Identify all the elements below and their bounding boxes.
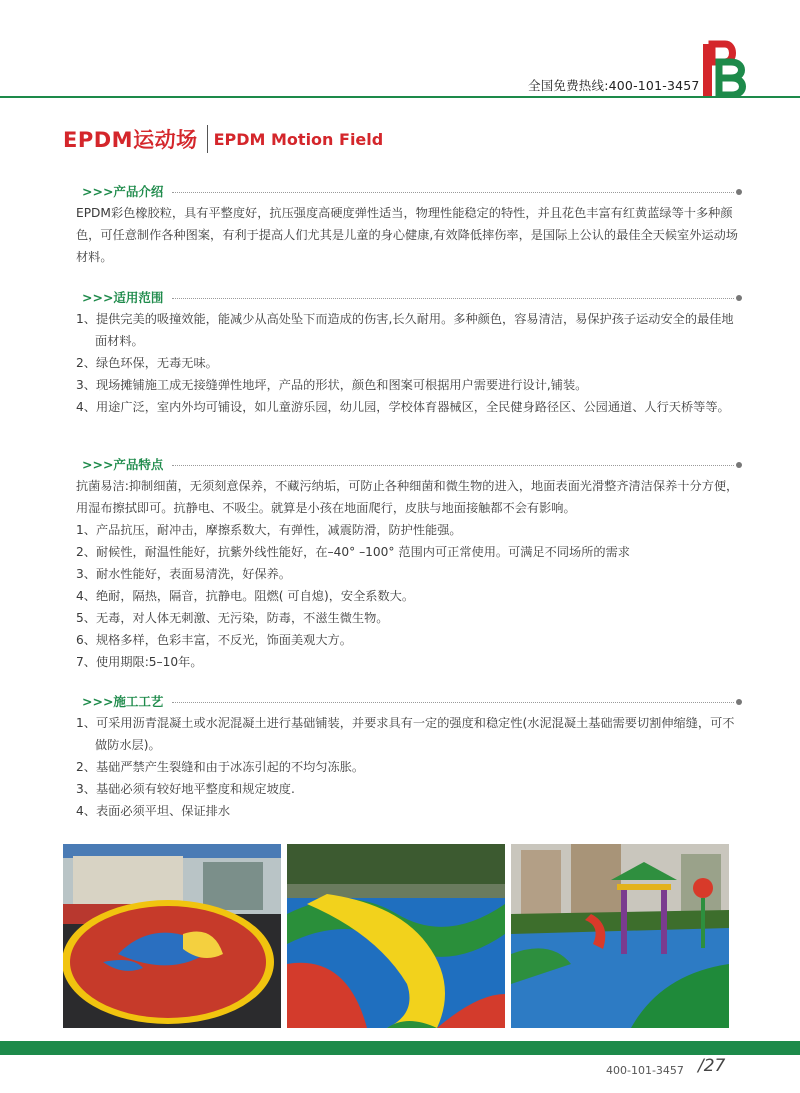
title-chinese: EPDM运动场 xyxy=(63,128,198,152)
section-heading: >>>适用范围 xyxy=(82,288,167,308)
list-item: 4、用途广泛，室内外均可铺设，如儿童游乐园，幼儿园，学校体育器械区，全民健身路径区、公园通道、人行天桥等等。 xyxy=(76,400,730,414)
heading-end-dot xyxy=(736,189,742,195)
list-item: 1、可采用沥青混凝土或水泥混凝土进行基础铺装，并要求具有一定的强度和稳定性(水泥混凝土基础需要切割伸缩缝，可不做防水层)。 xyxy=(76,716,735,752)
footer-phone: 400-101-3457 xyxy=(606,1064,684,1077)
section-heading: >>>施工工艺 xyxy=(82,692,167,712)
page-number: /27 xyxy=(698,1056,726,1076)
section-construction-process xyxy=(76,692,742,822)
section-product-features xyxy=(76,455,742,673)
list-item: 3、耐水性能好，表面易清洗，好保养。 xyxy=(76,567,291,581)
list-item: 3、基础必须有较好地平整度和规定坡度. xyxy=(76,782,295,796)
section-heading: >>>产品特点 xyxy=(82,455,167,475)
list-item: 5、无毒，对人体无刺激、无污染，防毒，不滋生微生物。 xyxy=(76,611,389,625)
photo-strip xyxy=(63,844,729,1028)
section-product-intro xyxy=(76,182,742,268)
brand-logo xyxy=(701,40,747,98)
page-title xyxy=(63,122,383,156)
section-heading-row xyxy=(76,288,742,308)
intro-paragraph: EPDM彩色橡胶粒，具有平整度好，抗压强度高硬度弹性适当，物理性能稳定的特性，并且花色丰富有红黄蓝绿等十多种颜色，可任意制作各种图案，有利于提高人们尤其是儿童的身心健康,有效降低摔伤率，是国际上公认的最佳全天候室外运动场材料。 xyxy=(76,206,738,264)
list-item: 2、耐候性，耐温性能好，抗紫外线性能好，在–40° –100° 范围内可正常使用。可满足不同场所的需求 xyxy=(76,545,630,559)
list-item: 7、使用期限:5–10年。 xyxy=(76,655,203,669)
heading-end-dot xyxy=(736,699,742,705)
hotline-text: 全国免费热线:400-101-3457 xyxy=(528,78,700,93)
header-divider xyxy=(0,96,800,98)
section-heading-row xyxy=(76,455,742,475)
features-paragraph: 抗菌易洁:抑制细菌，无须刻意保养，不藏污纳垢，可防止各种细菌和微生物的进入，地面表面光滑整齐清洁保养十分方便，用湿布擦拭即可。抗静电、不吸尘。就算是小孩在地面爬行，皮肤与地面接触都不会有影响。 xyxy=(76,479,739,515)
heading-end-dot xyxy=(736,462,742,468)
footer-bar xyxy=(0,1041,800,1055)
section-application-scope xyxy=(76,288,742,418)
heading-dotted-line xyxy=(172,465,734,466)
heading-dotted-line xyxy=(172,702,734,703)
list-item: 6、规格多样，色彩丰富，不反光，饰面美观大方。 xyxy=(76,633,352,647)
photo-park-colorful-track xyxy=(287,844,505,1028)
title-english: EPDM Motion Field xyxy=(213,129,384,149)
list-item: 2、绿色环保，无毒无味。 xyxy=(76,356,218,370)
list-item: 1、产品抗压，耐冲击，摩擦系数大，有弹性，减震防滑，防护性能强。 xyxy=(76,523,462,537)
list-item: 2、基础严禁产生裂缝和由于冰冻引起的不均匀冻胀。 xyxy=(76,760,365,774)
section-heading-row xyxy=(76,182,742,202)
section-heading-row xyxy=(76,692,742,712)
heading-dotted-line xyxy=(172,298,734,299)
list-item: 3、现场摊铺施工成无接缝弹性地坪，产品的形状，颜色和图案可根据用户需要进行设计,铺装。 xyxy=(76,378,588,392)
photo-kindergarten-fish-circle xyxy=(63,844,281,1028)
list-item: 4、绝耐，隔热，隔音，抗静电。阻燃( 可自熄)，安全系数大。 xyxy=(76,589,415,603)
list-item: 4、表面必须平坦、保证排水 xyxy=(76,804,231,818)
heading-end-dot xyxy=(736,295,742,301)
heading-dotted-line xyxy=(172,192,734,193)
photo-playground-equipment xyxy=(511,844,729,1028)
title-separator xyxy=(207,125,208,153)
section-heading: >>>产品介绍 xyxy=(82,182,167,202)
list-item: 1、提供完美的吸撞效能，能减少从高处坠下而造成的伤害,长久耐用。多种颜色，容易清洁，易保护孩子运动安全的最佳地面材料。 xyxy=(76,312,734,348)
